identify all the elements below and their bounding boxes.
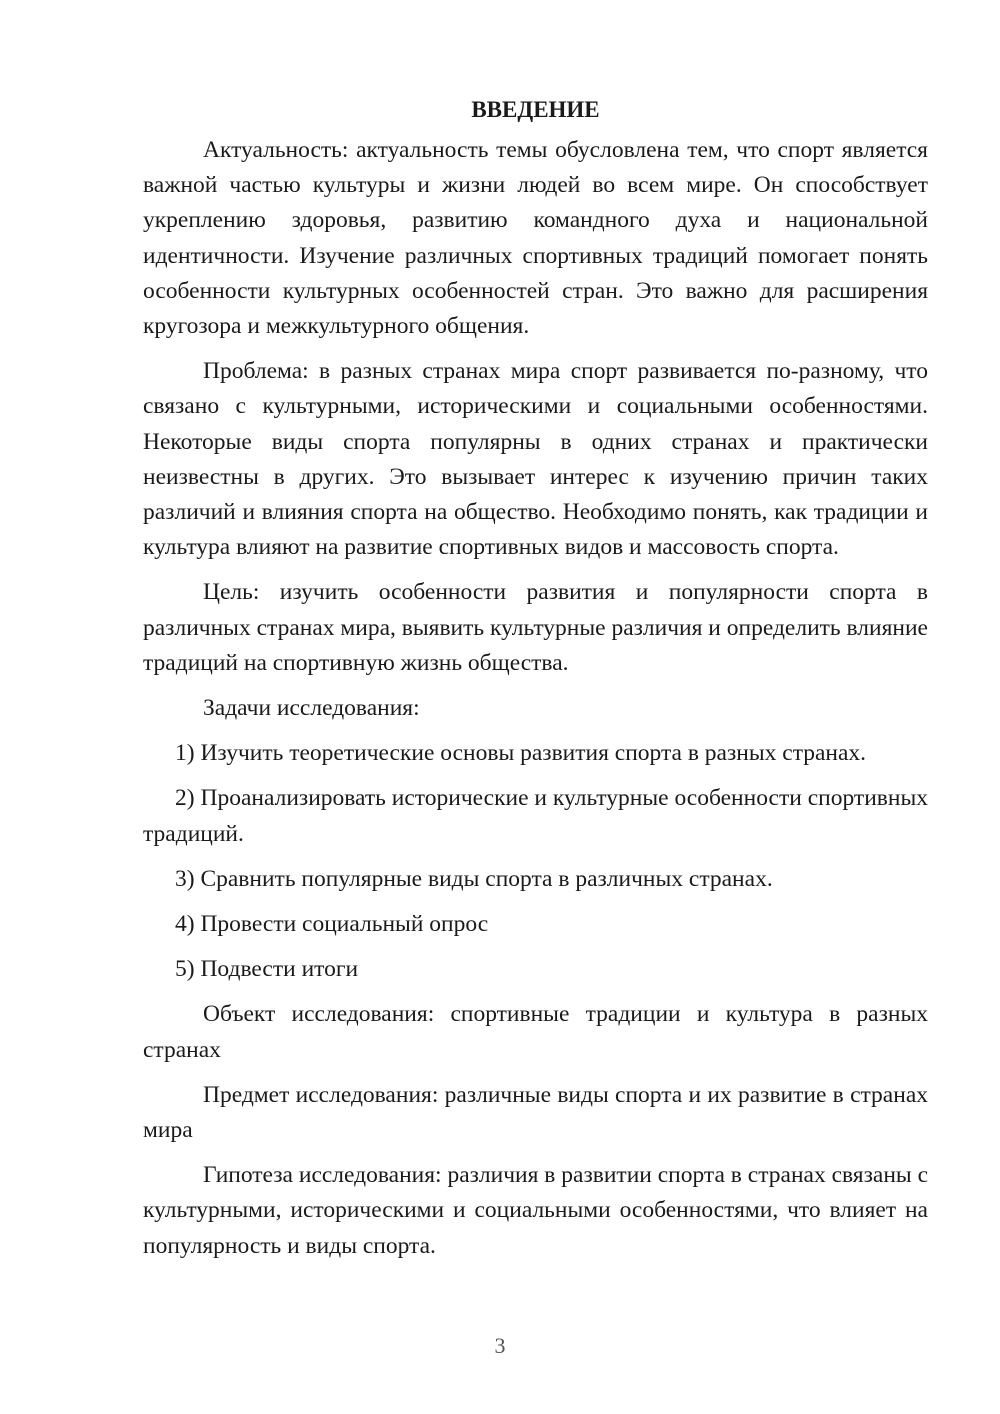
task-item: 5) Подвести итоги	[175, 956, 359, 983]
tasks-list	[143, 736, 928, 987]
section-title: ВВЕДЕНИЕ	[471, 97, 600, 122]
paragraph-object: Объект исследования: спортивные традиции и культура в разных странах	[143, 1001, 928, 1063]
page-number: 3	[494, 1333, 506, 1358]
task-item: 2) Проанализировать исторические и культурные особенности спортивных традиций.	[143, 785, 928, 847]
task-item: 1) Изучить теоретические основы развития спорта в разных странах.	[175, 740, 867, 767]
paragraph-hypothesis: Гипотеза исследования: различия в развитии спорта в странах связаны с культурными, историческими и социальными особенностями, что влияет на популярность и виды спорта.	[143, 1162, 928, 1259]
paragraph-goal: Цель: изучить особенности развития и популярности спорта в различных странах мира, выявить культурные различия и определить влияние традиций на спортивную жизнь общества.	[143, 579, 928, 676]
task-item: 4) Провести социальный опрос	[175, 911, 489, 938]
document-page	[143, 92, 928, 1274]
paragraph-relevance: Актуальность: актуальность темы обусловлена тем, что спорт является важной частью культуры и жизни людей во всем мире. Он способствует укреплению здоровья, развитию командного духа и национальной идентичности. Изучение различных спортивных традиций помогает понять особенности культурных особенностей стран. Это важно для расширения кругозора и межкультурного общения.	[143, 137, 928, 340]
tasks-heading: Задачи исследования:	[203, 695, 420, 722]
paragraph-subject: Предмет исследования: различные виды спорта и их развитие в странах мира	[143, 1081, 928, 1144]
paragraph-problem: Проблема: в разных странах мира спорт развивается по-разному, что связано с культурными, историческими и социальными особенностями. Некоторые виды спорта популярны в одних странах и практически неизвестны в других. Это вызывает интерес к изучению причин таких различий и влияния спорта на общество. Необходимо понять, как традиции и культура влияют на развитие спортивных видов и массовость спорта.	[143, 358, 928, 561]
task-item: 3) Сравнить популярные виды спорта в различных странах.	[175, 865, 773, 892]
